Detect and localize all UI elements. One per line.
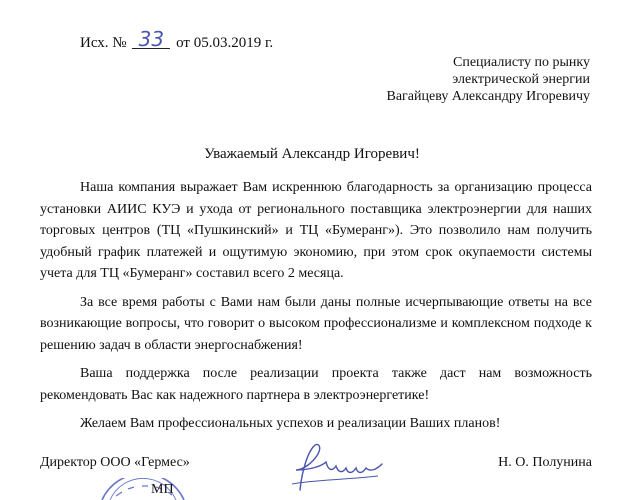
addressee-line: электрической энергии xyxy=(452,72,590,87)
seal-stamp xyxy=(98,478,188,500)
addressee-block xyxy=(387,54,591,105)
body-paragraph: Наша компания выражает Вам искреннюю благодарность за организацию процесса установки АИИС КУЭ и ухода от регионального поставщика электроэнергии для наших торговых центров (ТЦ «Пушкинский» и ТЦ «Бумеранг»). Это позволило нам получить удобный график платежей и ощутимую экономию, при этом срок окупаемости системы учета для ТЦ «Бумеранг» составил всего 2 месяца. xyxy=(40,180,592,281)
outgoing-prefix: Исх. № xyxy=(80,35,127,51)
body-paragraph: Желаем Вам профессиональных успехов и реализации Ваших планов! xyxy=(80,416,501,431)
signatory-name: Н. О. Полунина xyxy=(498,455,592,470)
signatory-title: Директор ООО «Гермес» xyxy=(40,455,190,470)
body-paragraph: За все время работы с Вами нам были даны полные исчерпывающие ответы на все возникающие вопросы, что говорит о высоком профессионализме и комплексном подходе к решению задач в области энергоснабжения! xyxy=(40,294,592,353)
handwritten-signature xyxy=(282,440,392,498)
addressee-line: Специалисту по рынку xyxy=(453,55,590,70)
outgoing-reference xyxy=(80,27,274,52)
outgoing-date: от 05.03.2019 г. xyxy=(176,35,274,51)
outgoing-number: 33 xyxy=(132,30,170,49)
letter-body xyxy=(40,177,592,442)
addressee-name: Вагайцеву Александру Игоревичу xyxy=(386,89,590,104)
salutation: Уважаемый Александр Игоревич! xyxy=(204,146,420,162)
body-paragraph: Ваша поддержка после реализации проекта также даст нам возможность рекомендовать Вас как надежного партнера в электроэнергетике! xyxy=(40,366,592,403)
seal-label: МП xyxy=(151,482,174,497)
